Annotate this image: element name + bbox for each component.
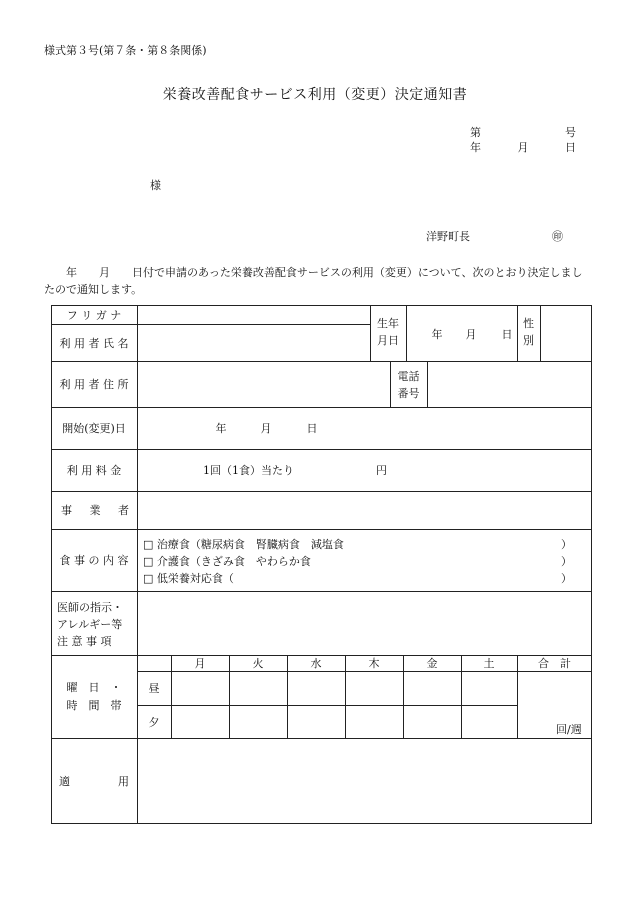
document-title: 栄養改善配食サービス利用（変更）決定通知書 (162, 87, 468, 103)
weekday-mon: 月 (194, 657, 206, 670)
date-month: 月 (517, 141, 529, 154)
sex-label-1: 性 (523, 317, 534, 330)
weekday-sat: 土 (483, 657, 495, 670)
start-day-unit: 日 (306, 422, 318, 435)
weekday-fri: 金 (426, 657, 438, 670)
evening-label: 夕 (148, 715, 160, 729)
address-label: 利 用 者 住 所 (59, 378, 129, 391)
doctor-label-1: 医師の指示・ (57, 601, 123, 614)
phone-label-2: 番号 (397, 387, 420, 400)
meal-option-low-nutrition[interactable]: □ 低栄養対応食（ (143, 572, 234, 585)
per-week-unit: 回/週 (556, 723, 582, 736)
remarks-char-1: 適 (59, 775, 70, 788)
birth-day-unit: 日 (501, 327, 513, 341)
doctor-label-2: アレルギー等 (57, 618, 123, 631)
furigana-label: フ リ ガ ナ (66, 308, 122, 322)
seal-mark: ㊞ (552, 230, 563, 243)
schedule-label-2: 時 間 帯 (66, 699, 122, 712)
fee-label: 利 用 料 金 (66, 464, 122, 477)
provider-char-3: 者 (118, 504, 129, 517)
user-name-label: 利 用 者 氏 名 (59, 336, 129, 350)
meal-content-label: 食 事 の 内 容 (59, 554, 129, 567)
birth-year-unit: 年 (431, 327, 443, 341)
start-month-unit: 月 (260, 422, 272, 435)
decision-table (51, 305, 592, 824)
form-number: 様式第３号(第７条・第８条関係) (44, 44, 207, 57)
doctor-label-3: 注 意 事 項 (57, 635, 112, 648)
weekday-tue: 火 (252, 657, 264, 670)
remarks-char-2: 用 (118, 775, 129, 788)
document-number-line (470, 124, 576, 140)
sex-label-2: 別 (523, 334, 534, 347)
number-suffix: 号 (565, 126, 576, 139)
meal-option-care-close: ） (561, 555, 572, 568)
provider-label (61, 491, 129, 529)
issuer-name: 洋野町長 (426, 230, 470, 243)
meal-option-care[interactable]: □ 介護食（きざみ食 やわらか食 (143, 555, 311, 568)
birth-month-unit: 月 (465, 327, 477, 341)
number-prefix: 第 (470, 126, 481, 139)
phone-label-1: 電話 (397, 370, 420, 383)
start-date-label: 開始(変更)日 (62, 422, 126, 435)
addressee-honorific: 様 (150, 179, 161, 192)
meal-option-therapeutic[interactable]: □ 治療食（糖尿病食 腎臓病食 減塩食 (143, 538, 344, 551)
meal-option-therapeutic-close: ） (561, 538, 572, 551)
document-date-line (470, 139, 576, 155)
birth-label-1: 生年 (377, 317, 399, 330)
fee-yen-unit: 円 (376, 464, 387, 477)
date-day: 日 (565, 141, 576, 154)
birth-label-2: 月日 (377, 334, 399, 347)
total-label: 合 計 (538, 657, 571, 670)
fee-per-meal-text: 1回（1食）当たり (203, 464, 294, 477)
start-year-unit: 年 (215, 422, 227, 435)
meal-option-low-nutrition-close: ） (561, 572, 572, 585)
noon-label: 昼 (148, 682, 160, 695)
weekday-thu: 木 (368, 657, 380, 670)
notice-body-text: 年 月 日付で申請のあった栄養改善配食サービスの利用（変更）について、次のとおり決定しましたので通知します。 (44, 266, 583, 296)
provider-char-2: 業 (89, 504, 101, 517)
schedule-label-1: 曜 日 ・ (66, 681, 122, 694)
provider-char-1: 事 (61, 504, 72, 517)
date-year: 年 (470, 141, 481, 154)
remarks-label (59, 738, 129, 824)
weekday-wed: 水 (310, 657, 322, 670)
